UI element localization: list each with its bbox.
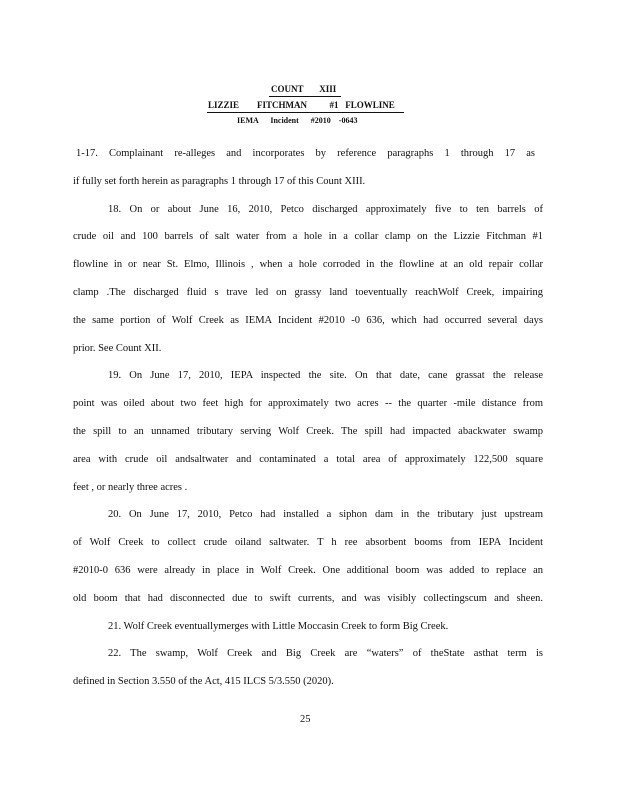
page-number: 25 bbox=[300, 714, 311, 725]
body-line: prior. See Count XII. bbox=[73, 343, 162, 354]
count-number: XIII bbox=[319, 84, 337, 94]
incident-heading: IEMA Incident #2010 -0643 bbox=[237, 116, 358, 125]
count-word: COUNT bbox=[271, 84, 304, 94]
paragraph-20-first-line: 20. On June 17, 2010, Petco had installed a siphon dam in the tributary just upstream bbox=[108, 509, 543, 520]
body-line: old boom that had disconnected due to swift currents, and was visibly collectingscum and sheen. bbox=[73, 593, 543, 604]
paragraph-19-first-line: 19. On June 17, 2010, IEPA inspected the site. On that date, cane grassat the release bbox=[108, 370, 543, 381]
body-line: crude oil and 100 barrels of salt water from a hole in a collar clamp on the Lizzie Fitchman #1 bbox=[73, 231, 543, 242]
count-heading-underline bbox=[269, 96, 341, 97]
paragraph-18-first-line: 18. On or about June 16, 2010, Petco discharged approximately five to ten barrels of bbox=[108, 204, 543, 215]
body-line: feet , or nearly three acres . bbox=[73, 482, 188, 493]
body-line: if fully set forth herein as paragraphs 1 through 17 of this Count XIII. bbox=[73, 176, 366, 187]
body-line: area with crude oil andsaltwater and contaminated a total area of approximately 122,500 square bbox=[73, 454, 543, 465]
paragraph-22-first-line: 22. The swamp, Wolf Creek and Big Creek are “waters” of theState asthat term is bbox=[108, 648, 543, 659]
body-line: the same portion of Wolf Creek as IEMA Incident #2010 -0 636, which had occurred several days bbox=[73, 315, 543, 326]
body-line: #2010-0 636 were already in place in Wolf Creek. One additional boom was added to replace an bbox=[73, 565, 543, 576]
paragraph-21-line: 21. Wolf Creek eventuallymerges with Little Moccasin Creek to form Big Creek. bbox=[108, 621, 449, 632]
body-line: clamp .The discharged fluid s trave led on grassy land toeventually reachWolf Creek, impairing bbox=[73, 287, 543, 298]
body-line: 1-17. Complainant re-alleges and incorporates by reference paragraphs 1 through 17 as bbox=[76, 148, 535, 159]
body-line: point was oiled about two feet high for approximately two acres -- the quarter -mile distance from bbox=[73, 398, 543, 409]
flowline-heading-underline bbox=[207, 112, 404, 113]
body-line: the spill to an unnamed tributary serving Wolf Creek. The spill had impacted abackwater swamp bbox=[73, 426, 543, 437]
body-line: defined in Section 3.550 of the Act, 415 ILCS 5/3.550 (2020). bbox=[73, 676, 334, 687]
body-line: of Wolf Creek to collect crude oiland saltwater. T h ree absorbent booms from IEPA Incident bbox=[73, 537, 543, 548]
flowline-heading: LIZZIE FITCHMAN #1 FLOWLINE bbox=[208, 100, 395, 110]
count-heading bbox=[271, 84, 336, 94]
body-line: flowline in or near St. Elmo, Illinois , when a hole corroded in the flowline at an old repair collar bbox=[73, 259, 543, 270]
